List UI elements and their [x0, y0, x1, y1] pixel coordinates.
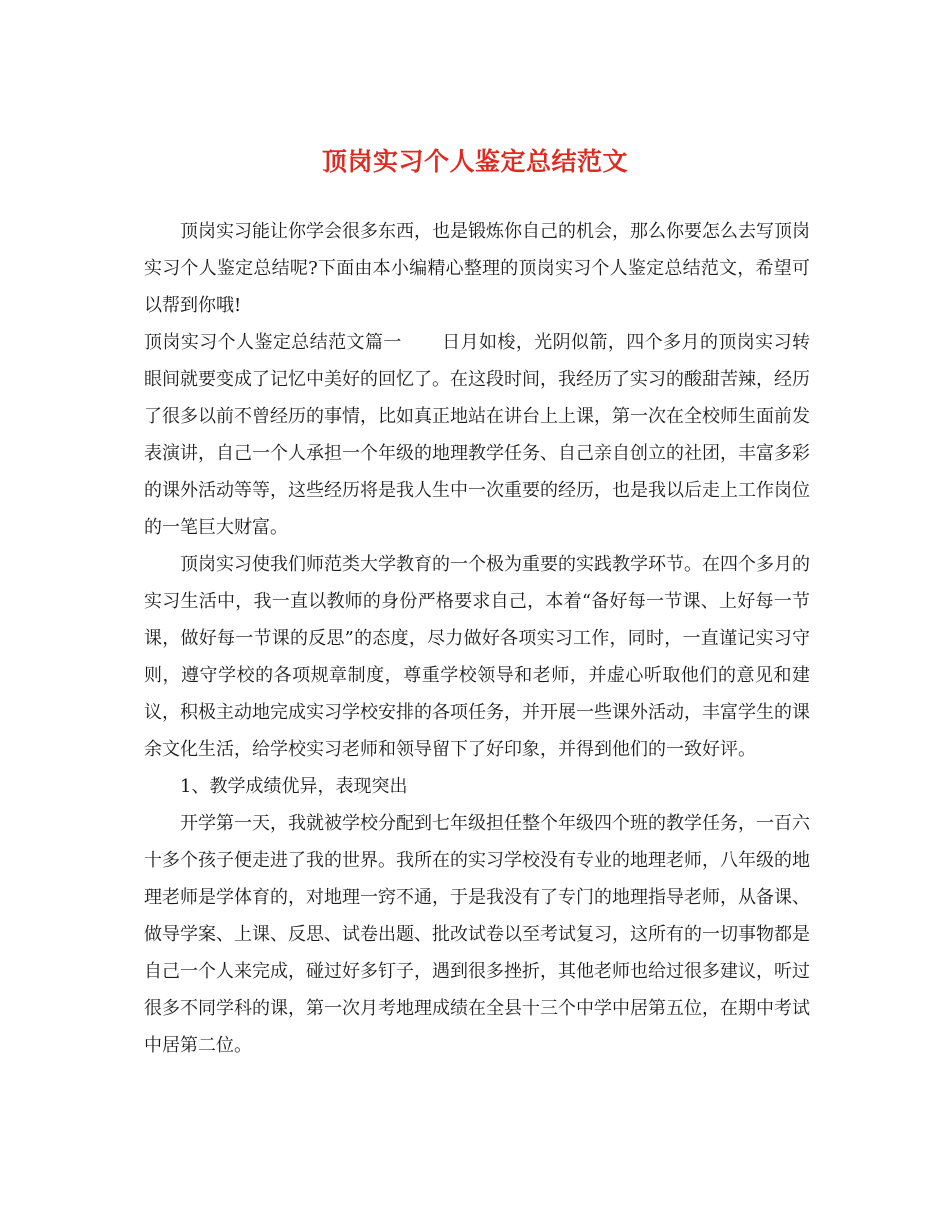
section-text: 日月如梭，光阴似箭，四个多月的顶岗实习转眼间就要变成了记忆中美好的回忆了。在这段时间，我经历了实习的酸甜苦辣，经历了很多以前不曾经历的事情，比如真正地站在讲台上上课，第一次在全校师生面前发表演讲，自己一个人承担一个年级的地理教学任务、自己亲自创立的社团，丰富多彩的课外活动等等，这些经历将是我人生中一次重要的经历，也是我以后走上工作岗位的一笔巨大财富。 — [144, 332, 810, 538]
section-heading: 顶岗实习个人鉴定总结范文篇一 — [144, 332, 402, 353]
paragraph-two: 顶岗实习使我们师范类大学教育的一个极为重要的实践教学环节。在四个多月的实习生活中，我一直以教师的身份严格要求自己，本着“备好每一节课、上好每一节课，做好每一节课的反思”的态度，尽力做好各项实习工作，同时，一直谨记实习守则，遵守学校的各项规章制度，尊重学校领导和老师，并虚心听取他们的意见和建议，积极主动地完成实习学校安排的各项任务，并开展一些课外活动，丰富学生的课余文化生活，给学校实习老师和领导留下了好印象，并得到他们的一致好评。 — [144, 554, 810, 760]
section-paragraph — [144, 324, 810, 546]
intro-paragraph: 顶岗实习能让你学会很多东西，也是锻炼你自己的机会，那么你要怎么去写顶岗实习个人鉴定总结呢?下面由本小编精心整理的顶岗实习个人鉴定总结范文，希望可以帮到你哦! — [144, 221, 810, 316]
document-title: 顶岗实习个人鉴定总结范文 — [321, 147, 628, 176]
subheading-one: 1、教学成绩优异，表现突出 — [180, 776, 408, 797]
document-body — [144, 213, 810, 1064]
paragraph-three: 开学第一天，我就被学校分配到七年级担任整个年级四个班的教学任务，一百六十多个孩子便走进了我的世界。我所在的实习学校没有专业的地理老师，八年级的地理老师是学体育的，对地理一窍不通，于是我没有了专门的地理指导老师，从备课、做导学案、上课、反思、试卷出题、批改试卷以至考试复习，这所有的一切事物都是自己一个人来完成，碰过好多钉子，遇到很多挫折，其他老师也给过很多建议，听过很多不同学科的课，第一次月考地理成绩在全县十三个中学中居第五位，在期中考试中居第二位。 — [144, 813, 810, 1056]
